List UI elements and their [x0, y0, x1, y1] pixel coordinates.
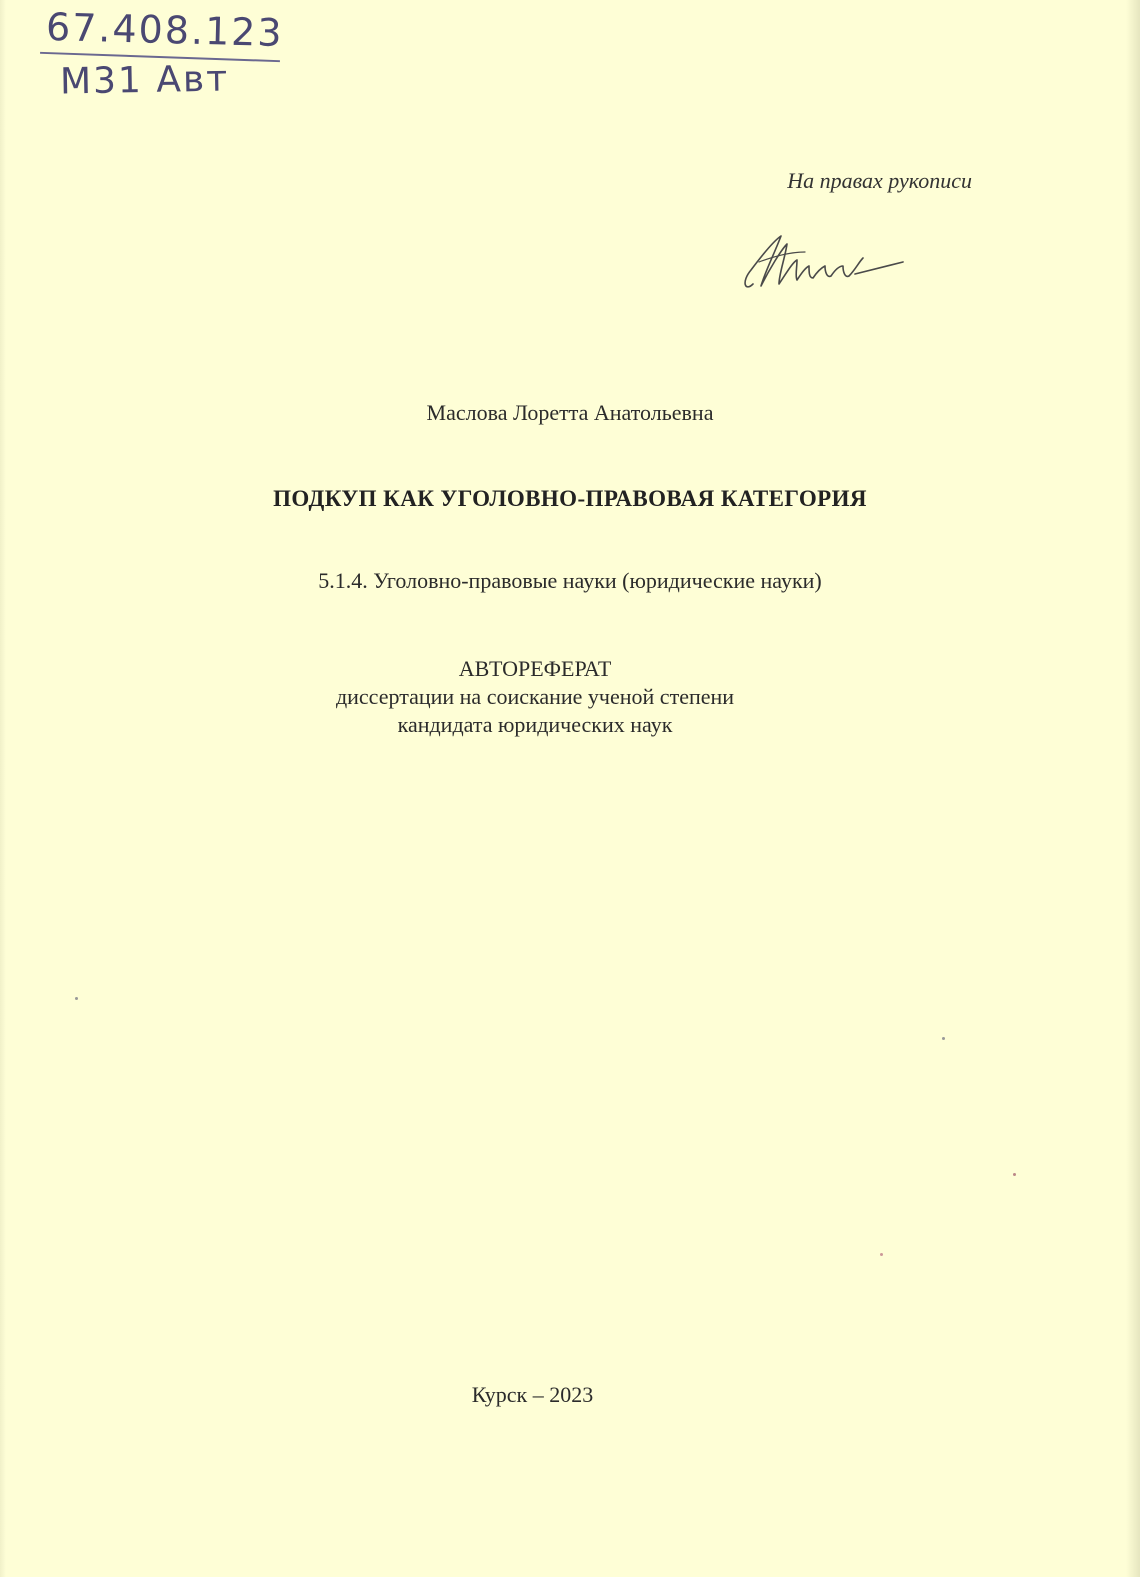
paper-speck	[75, 997, 78, 1000]
handwritten-classification-code: 67.408.123	[45, 4, 285, 56]
handwritten-catalog-mark: М31 Авт	[59, 58, 230, 103]
page-edge-right	[1126, 0, 1140, 1577]
abstract-field-line: кандидата юридических наук	[397, 712, 673, 737]
city-year: Курск – 2023	[471, 1382, 594, 1407]
author-name: Маслова Лоретта Анатольевна	[426, 400, 714, 425]
abstract-heading: АВТОРЕФЕРАТ	[458, 656, 612, 681]
specialty-code: 5.1.4. Уголовно-правовые науки (юридические науки)	[318, 568, 822, 593]
page-edge-left	[0, 0, 6, 1577]
abstract-degree-line: диссертации на соискание ученой степени	[335, 684, 735, 709]
abstract-block	[0, 655, 1070, 739]
manuscript-rights-note: На правах рукописи	[787, 168, 972, 193]
dissertation-title: ПОДКУП КАК УГОЛОВНО-ПРАВОВАЯ КАТЕГОРИЯ	[273, 486, 867, 511]
paper-speck	[942, 1037, 945, 1040]
paper-speck	[1013, 1173, 1016, 1176]
signature-icon	[735, 222, 915, 302]
paper-speck	[880, 1253, 883, 1256]
